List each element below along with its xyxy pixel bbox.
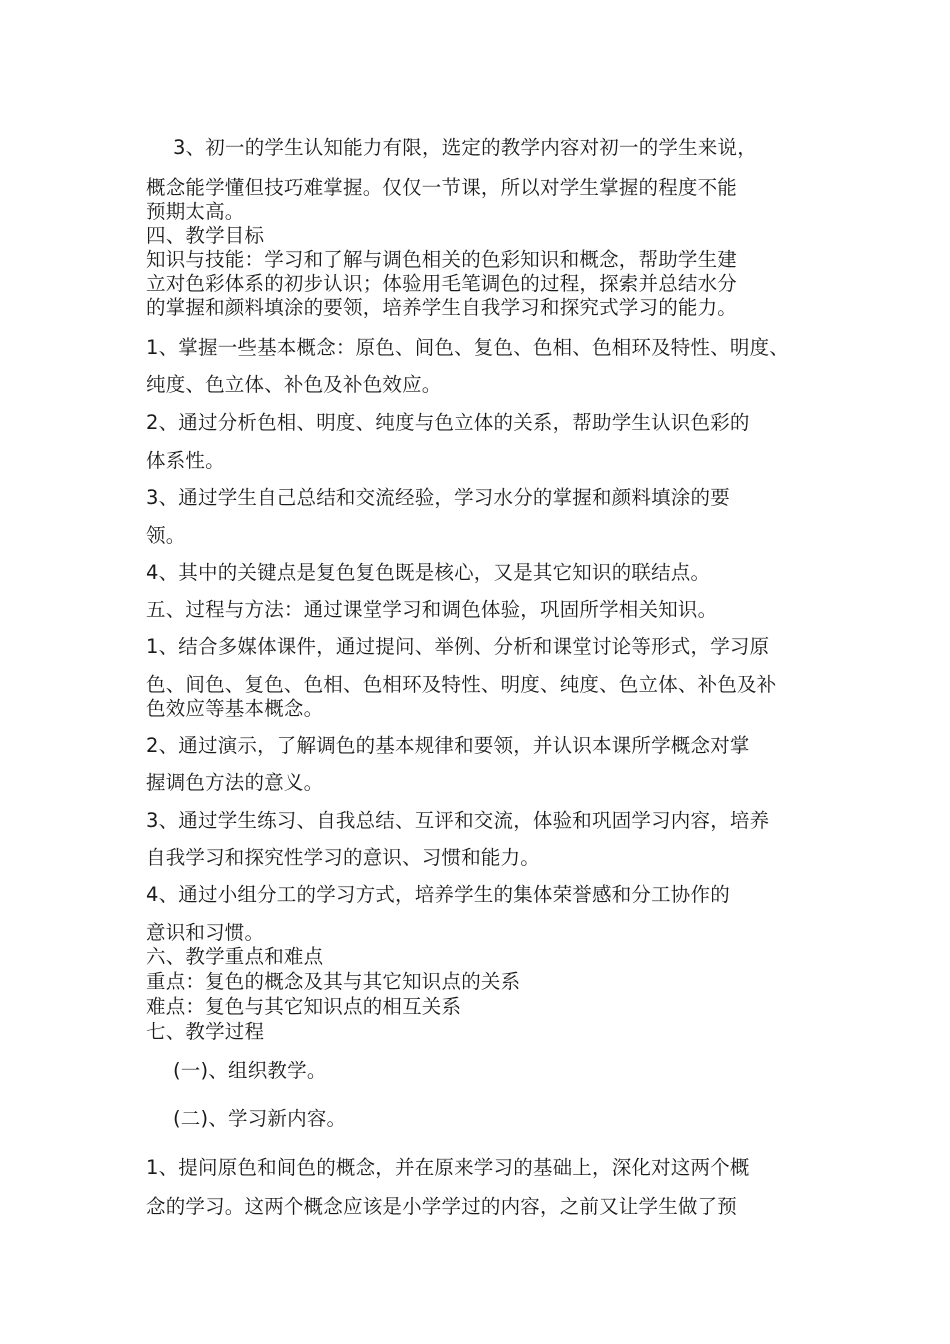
list-item-line: 纯度、色立体、补色及补色效应。 xyxy=(146,373,442,396)
paragraph-line: 的掌握和颜料填涂的要领，培养学生自我学习和探究式学习的能力。 xyxy=(146,296,738,319)
list-item-line: 2、通过演示，了解调色的基本规律和要领，并认识本课所学概念对掌 xyxy=(146,734,750,757)
list-item-line: 体系性。 xyxy=(146,449,225,472)
list-item-line: 握调色方法的意义。 xyxy=(146,771,324,794)
paragraph-line: 3、初一的学生认知能力有限，选定的教学内容对初一的学生来说， xyxy=(173,136,757,159)
subsection-heading: (二)、学习新内容。 xyxy=(173,1107,347,1130)
subsection-heading: (一)、组织教学。 xyxy=(173,1059,327,1082)
list-item-line: 4、其中的关键点是复色复色既是核心，又是其它知识的联结点。 xyxy=(146,561,711,584)
paragraph-line: 预期太高。 xyxy=(146,200,245,223)
paragraph-line: 立对色彩体系的初步认识；体验用毛笔调色的过程，探索并总结水分 xyxy=(146,272,738,295)
list-item-line: 色、间色、复色、色相、色相环及特性、明度、纯度、色立体、补色及补 xyxy=(146,673,777,696)
section-heading: 五、过程与方法：通过课堂学习和调色体验，巩固所学相关知识。 xyxy=(146,598,718,621)
list-item-line: 4、通过小组分工的学习方式，培养学生的集体荣誉感和分工协作的 xyxy=(146,883,730,906)
list-item-line: 2、通过分析色相、明度、纯度与色立体的关系，帮助学生认识色彩的 xyxy=(146,411,750,434)
list-item-line: 自我学习和探究性学习的意识、习惯和能力。 xyxy=(146,846,541,869)
section-heading: 六、教学重点和难点 xyxy=(146,945,324,968)
paragraph-line: 知识与技能：学习和了解与调色相关的色彩知识和概念，帮助学生建 xyxy=(146,248,738,271)
list-item-line: 3、通过学生练习、自我总结、互评和交流，体验和巩固学习内容，培养 xyxy=(146,809,770,832)
paragraph-line: 概念能学懂但技巧难掌握。仅仅一节课，所以对学生掌握的程度不能 xyxy=(146,176,738,199)
paragraph-line: 念的学习。这两个概念应该是小学学过的内容，之前又让学生做了预 xyxy=(146,1195,738,1218)
list-item-line: 3、通过学生自己总结和交流经验，学习水分的掌握和颜料填涂的要 xyxy=(146,486,730,509)
paragraph-line: 重点：复色的概念及其与其它知识点的关系 xyxy=(146,970,521,993)
list-item-line: 1、掌握一些基本概念：原色、间色、复色、色相、色相环及特性、明度、 xyxy=(146,336,790,359)
paragraph-line: 1、提问原色和间色的概念，并在原来学习的基础上，深化对这两个概 xyxy=(146,1156,750,1179)
list-item-line: 1、结合多媒体课件，通过提问、举例、分析和课堂讨论等形式，学习原 xyxy=(146,635,770,658)
list-item-line: 色效应等基本概念。 xyxy=(146,697,324,720)
section-heading: 七、教学过程 xyxy=(146,1020,265,1043)
paragraph-line: 难点：复色与其它知识点的相互关系 xyxy=(146,995,462,1018)
list-item-line: 领。 xyxy=(146,524,186,547)
list-item-line: 意识和习惯。 xyxy=(146,921,265,944)
section-heading: 四、教学目标 xyxy=(146,224,265,247)
